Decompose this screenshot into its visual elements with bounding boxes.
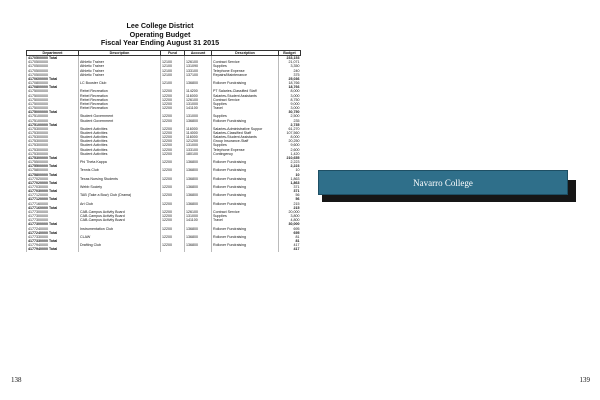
cell-budget: 417	[279, 247, 301, 251]
cell-department: 4177940000	[27, 243, 79, 247]
cell-account: 136800	[185, 235, 212, 239]
page-number-left: 138	[11, 376, 22, 384]
cell-fund: 12200	[161, 135, 185, 139]
cell-account: 121200	[185, 139, 212, 143]
cell-account: 180100	[185, 152, 212, 156]
cell-description: Athletic Trainer	[79, 60, 161, 64]
cell-department: 4177330000 Total	[27, 239, 79, 243]
cell-fund: 12200	[161, 227, 185, 231]
cell-account: 126100	[185, 60, 212, 64]
cell-account: 116000	[185, 135, 212, 139]
cell-department: 4170500000	[27, 64, 79, 68]
cell-budget: 371	[279, 185, 301, 189]
cell-account-description: Rollover Fundraising	[212, 81, 279, 85]
cell-department: 4177940000 Total	[27, 247, 79, 251]
cell-account-description: Rollover Fundraising	[212, 243, 279, 247]
cell-description: Student Activities	[79, 135, 161, 139]
cell-department: 4175000000	[27, 106, 79, 110]
cell-account-description: PT Salaries-Classified Staff	[212, 89, 279, 93]
cell-department: 4177300000 Total	[27, 222, 79, 226]
cell-account: 141100	[185, 106, 212, 110]
cell-department: 4175800000	[27, 168, 79, 172]
cell-budget: 417	[279, 243, 301, 247]
cell-budget: 25,036	[279, 77, 301, 81]
cell-budget: 10	[279, 168, 301, 172]
cell-department: 4177030000 Total	[27, 189, 79, 193]
cell-budget: 2,223	[279, 160, 301, 164]
cell-fund: 12100	[161, 69, 185, 73]
cell-description: Student Government	[79, 114, 161, 118]
cell-fund: 12100	[161, 81, 185, 85]
cell-budget: 9,000	[279, 102, 301, 106]
cell-description: Instrumentation Club	[79, 227, 161, 231]
cell-account: 131000	[185, 214, 212, 218]
cell-department: 4175500000	[27, 160, 79, 164]
cell-account: 116000	[185, 94, 212, 98]
cell-department: 4175000000	[27, 94, 79, 98]
cell-fund: 12200	[161, 148, 185, 152]
cell-description: CAB-Campus Activity Board	[79, 214, 161, 218]
cell-budget: 235	[279, 119, 301, 123]
cell-budget: 2,223	[279, 164, 301, 168]
cell-account-description: Contract Service	[212, 98, 279, 102]
cell-description: Art Club	[79, 202, 161, 206]
cell-account	[185, 247, 212, 251]
cell-budget: 10	[279, 173, 301, 177]
cell-fund: 12200	[161, 243, 185, 247]
cell-department: 4175800000 Total	[27, 173, 79, 177]
cell-account-description: Telephone Expense	[212, 148, 279, 152]
cell-fund: 12200	[161, 185, 185, 189]
cell-description: Student Activities	[79, 127, 161, 131]
cell-description: Student Activities	[79, 152, 161, 156]
cell-budget: 61,270	[279, 127, 301, 131]
cell-department: 4175300000	[27, 127, 79, 131]
cell-account-description: Supplies	[212, 114, 279, 118]
cell-account-description: Rollover Fundraising	[212, 202, 279, 206]
cell-fund: 12200	[161, 214, 185, 218]
cell-description: Tennis Club	[79, 168, 161, 172]
cell-fund: 12200	[161, 127, 185, 131]
cell-budget: 8,000	[279, 135, 301, 139]
cell-fund: 12200	[161, 152, 185, 156]
cell-budget: 30,000	[279, 222, 301, 226]
cell-department: 4175500000 Total	[27, 164, 79, 168]
column-header-budget: Budget	[279, 51, 301, 56]
cell-account-description: Supplies	[212, 143, 279, 147]
column-header-account: Account	[185, 51, 212, 56]
cell-department: 4177240000	[27, 227, 79, 231]
cell-account-description: Travel	[212, 106, 279, 110]
cell-budget: 20,250	[279, 139, 301, 143]
cell-fund: 12200	[161, 98, 185, 102]
cell-budget: 2,735	[279, 123, 301, 127]
cell-department: 4175100000	[27, 114, 79, 118]
cell-fund: 12200	[161, 202, 185, 206]
column-header-department: Department	[27, 51, 79, 56]
cell-department: 4170800000 Total	[27, 85, 79, 89]
cell-fund	[161, 247, 185, 251]
cell-fund: 12100	[161, 60, 185, 64]
right-page	[300, 0, 600, 400]
cell-description: Rebel Recreation	[79, 102, 161, 106]
cell-account-description: Supplies	[212, 102, 279, 106]
cell-description: Rebel Recreation	[79, 94, 161, 98]
cell-account: 137100	[185, 73, 212, 77]
cell-budget: 18,766	[279, 81, 301, 85]
cell-budget: 1,863	[279, 177, 301, 181]
cell-department: 4177300000	[27, 218, 79, 222]
cell-fund: 12200	[161, 193, 185, 197]
section-tab-banner	[318, 170, 568, 195]
cell-budget: 215	[279, 206, 301, 210]
cell-account: 136800	[185, 227, 212, 231]
cell-account: 136800	[185, 193, 212, 197]
cell-account-description: Contingency	[212, 152, 279, 156]
cell-fund: 12200	[161, 89, 185, 93]
cell-fund: 12200	[161, 139, 185, 143]
cell-fund: 12200	[161, 94, 185, 98]
cell-account-description: Salaries-Student Assistants	[212, 135, 279, 139]
cell-budget: 56	[279, 193, 301, 197]
cell-account-description: Rollover Fundraising	[212, 235, 279, 239]
cell-department: 4175300000	[27, 139, 79, 143]
cell-department: 4177020000 Total	[27, 181, 79, 185]
cell-budget: 8,000	[279, 89, 301, 93]
cell-department: 4175300000 Total	[27, 156, 79, 160]
page-number-right: 139	[579, 376, 590, 384]
cell-department: 4177020000	[27, 177, 79, 181]
cell-department: 4177300000	[27, 210, 79, 214]
cell-fund: 12200	[161, 235, 185, 239]
table-body	[27, 56, 301, 252]
cell-budget: 210,655	[279, 156, 301, 160]
cell-budget: 240	[279, 69, 301, 73]
cell-department: 4175000000	[27, 89, 79, 93]
cell-department: 4175300000	[27, 131, 79, 135]
cell-fund: 12200	[161, 106, 185, 110]
cell-fund: 12200	[161, 218, 185, 222]
cell-department: 4177030000	[27, 185, 79, 189]
cell-account: 136800	[185, 119, 212, 123]
cell-account-description: Salaries-Classified Staff	[212, 131, 279, 135]
cell-account: 126100	[185, 210, 212, 214]
cell-account-description: Group Insurance-Staff	[212, 139, 279, 143]
cell-account-description: Travel	[212, 218, 279, 222]
cell-account: 126100	[185, 98, 212, 102]
cell-fund: 12200	[161, 131, 185, 135]
cell-department: 4170600000 Total	[27, 77, 79, 81]
cell-department: 4175300000	[27, 135, 79, 139]
cell-budget: 3,000	[279, 94, 301, 98]
cell-description: Rebel Recreation	[79, 106, 161, 110]
cell-description: Athletic Trainer	[79, 64, 161, 68]
column-header-description: Description	[79, 51, 161, 56]
cell-account: 136800	[185, 168, 212, 172]
cell-description: Drafting Club	[79, 243, 161, 247]
cell-account-description: Salaries-Student Assistants	[212, 94, 279, 98]
cell-department: 4177160000	[27, 202, 79, 206]
cell-budget: 8,750	[279, 98, 301, 102]
cell-description: Student Activities	[79, 139, 161, 143]
cell-description: Phi Theta Kappa	[79, 160, 161, 164]
cell-fund: 12200	[161, 102, 185, 106]
cell-account: 136800	[185, 81, 212, 85]
cell-department: 4177160000 Total	[27, 206, 79, 210]
cell-description: Student Activities	[79, 131, 161, 135]
cell-account: 114000	[185, 131, 212, 135]
cell-account-description: Telephone Expense	[212, 69, 279, 73]
cell-department: 4177300000	[27, 214, 79, 218]
cell-account-description	[212, 247, 279, 251]
cell-account-description: Rollover Fundraising	[212, 227, 279, 231]
cell-department: 4175000000	[27, 98, 79, 102]
cell-account-description: Salaries-Administrative Suppor	[212, 127, 279, 131]
cell-account: 131000	[185, 114, 212, 118]
cell-description: LC Booster Club	[79, 81, 161, 85]
cell-department: 4177330000	[27, 235, 79, 239]
cell-account: 131090	[185, 64, 212, 68]
column-header-fund: Fund	[161, 51, 185, 56]
cell-budget: 695	[279, 231, 301, 235]
cell-budget: 3,350	[279, 64, 301, 68]
cell-description: TAB (Take a Bow) Club (Drama)	[79, 193, 161, 197]
cell-fund: 12100	[161, 64, 185, 68]
cell-account: 136800	[185, 185, 212, 189]
cell-description: Rebel Recreation	[79, 89, 161, 93]
cell-budget: 2,600	[279, 148, 301, 152]
cell-budget: 371	[279, 189, 301, 193]
cell-department: 4170800000	[27, 81, 79, 85]
report-title: Operating Budget	[129, 29, 191, 39]
report-header	[20, 22, 300, 48]
cell-account-description: Supplies	[212, 64, 279, 68]
cell-description: Athletic Trainer	[79, 73, 161, 77]
cell-budget: 81	[279, 239, 301, 243]
cell-department: 4175000000 Total	[27, 110, 79, 114]
cell-account: 136800	[185, 202, 212, 206]
cell-account: 116000	[185, 127, 212, 131]
cell-budget: 20,000	[279, 210, 301, 214]
cell-budget: 3,800	[279, 214, 301, 218]
cell-budget: 375	[279, 73, 301, 77]
cell-fund: 12200	[161, 177, 185, 181]
cell-budget: 21,071	[279, 60, 301, 64]
cell-budget: 233,153	[279, 56, 301, 61]
cell-department: 4170500000	[27, 60, 79, 64]
cell-budget: 4,800	[279, 218, 301, 222]
district-name: Lee College District	[126, 21, 194, 30]
cell-account: 133100	[185, 69, 212, 73]
cell-description: Rebel Recreation	[79, 98, 161, 102]
cell-description: Student Activities	[79, 148, 161, 152]
cell-account: 136800	[185, 243, 212, 247]
cell-budget: 695	[279, 227, 301, 231]
cell-fund: 12200	[161, 168, 185, 172]
cell-account-description: Rollover Fundraising	[212, 168, 279, 172]
cell-description: Student Government	[79, 119, 161, 123]
cell-description: CAB-Campus Activity Board	[79, 218, 161, 222]
cell-department: 4170500000	[27, 73, 79, 77]
cell-department: 4175100000 Total	[27, 123, 79, 127]
cell-budget: 18,766	[279, 85, 301, 89]
cell-budget: 56	[279, 197, 301, 201]
cell-description: Athletic Trainer	[79, 69, 161, 73]
cell-department: 4175300000	[27, 148, 79, 152]
cell-department: 4175300000	[27, 152, 79, 156]
cell-account-description: Rollover Fundraising	[212, 193, 279, 197]
cell-account-description: Supplies	[212, 214, 279, 218]
cell-fund: 12200	[161, 143, 185, 147]
cell-account: 136800	[185, 160, 212, 164]
cell-description: Webb Society	[79, 185, 161, 189]
cell-account: 114200	[185, 89, 212, 93]
cell-department: 4170500000	[27, 69, 79, 73]
cell-budget: 30,750	[279, 110, 301, 114]
cell-budget: 3,000	[279, 106, 301, 110]
cell-account-description: Rollover Fundraising	[212, 119, 279, 123]
cell-account: 141100	[185, 218, 212, 222]
cell-department: 4175000000	[27, 102, 79, 106]
cell-fund: 12100	[161, 73, 185, 77]
cell-department: 4177240000 Total	[27, 231, 79, 235]
cell-budget: 107,560	[279, 131, 301, 135]
cell-department: 4170500000 Total	[27, 56, 79, 61]
cell-fund: 12200	[161, 210, 185, 214]
section-tab-label: Navarro College	[413, 177, 473, 188]
table-total-row	[27, 247, 301, 251]
cell-department: 4175100000	[27, 119, 79, 123]
cell-budget: 81	[279, 235, 301, 239]
cell-account: 133100	[185, 148, 212, 152]
cell-budget: 2,500	[279, 114, 301, 118]
cell-budget: 9,600	[279, 143, 301, 147]
cell-budget: 215	[279, 202, 301, 206]
cell-fund: 12200	[161, 119, 185, 123]
cell-description	[79, 247, 161, 251]
cell-budget: 1,863	[279, 181, 301, 185]
cell-description: CAB-Campus Activity Board	[79, 210, 161, 214]
cell-account-description: Contract Service	[212, 210, 279, 214]
cell-account-description: Rollover Fundraising	[212, 185, 279, 189]
cell-department: 4177120000	[27, 193, 79, 197]
cell-description: Student Activities	[79, 143, 161, 147]
cell-account-description: Rollover Fundraising	[212, 177, 279, 181]
cell-department: 4177120000 Total	[27, 197, 79, 201]
cell-account-description: Repairs/Maintenance	[212, 73, 279, 77]
cell-account: 131000	[185, 143, 212, 147]
cell-account-description: Rollover Fundraising	[212, 160, 279, 164]
fiscal-year: Fiscal Year Ending August 31 2015	[100, 38, 220, 48]
cell-account: 131000	[185, 102, 212, 106]
budget-table	[26, 50, 301, 252]
cell-account-description: Contract Service	[212, 60, 279, 64]
cell-budget: 1,420	[279, 152, 301, 156]
cell-department: 4175300000	[27, 143, 79, 147]
cell-description: Texas Nursing Students	[79, 177, 161, 181]
cell-fund: 12200	[161, 114, 185, 118]
cell-account: 136800	[185, 177, 212, 181]
column-header-account-description: Description	[212, 51, 279, 56]
cell-description: CLAW	[79, 235, 161, 239]
cell-fund: 12200	[161, 160, 185, 164]
